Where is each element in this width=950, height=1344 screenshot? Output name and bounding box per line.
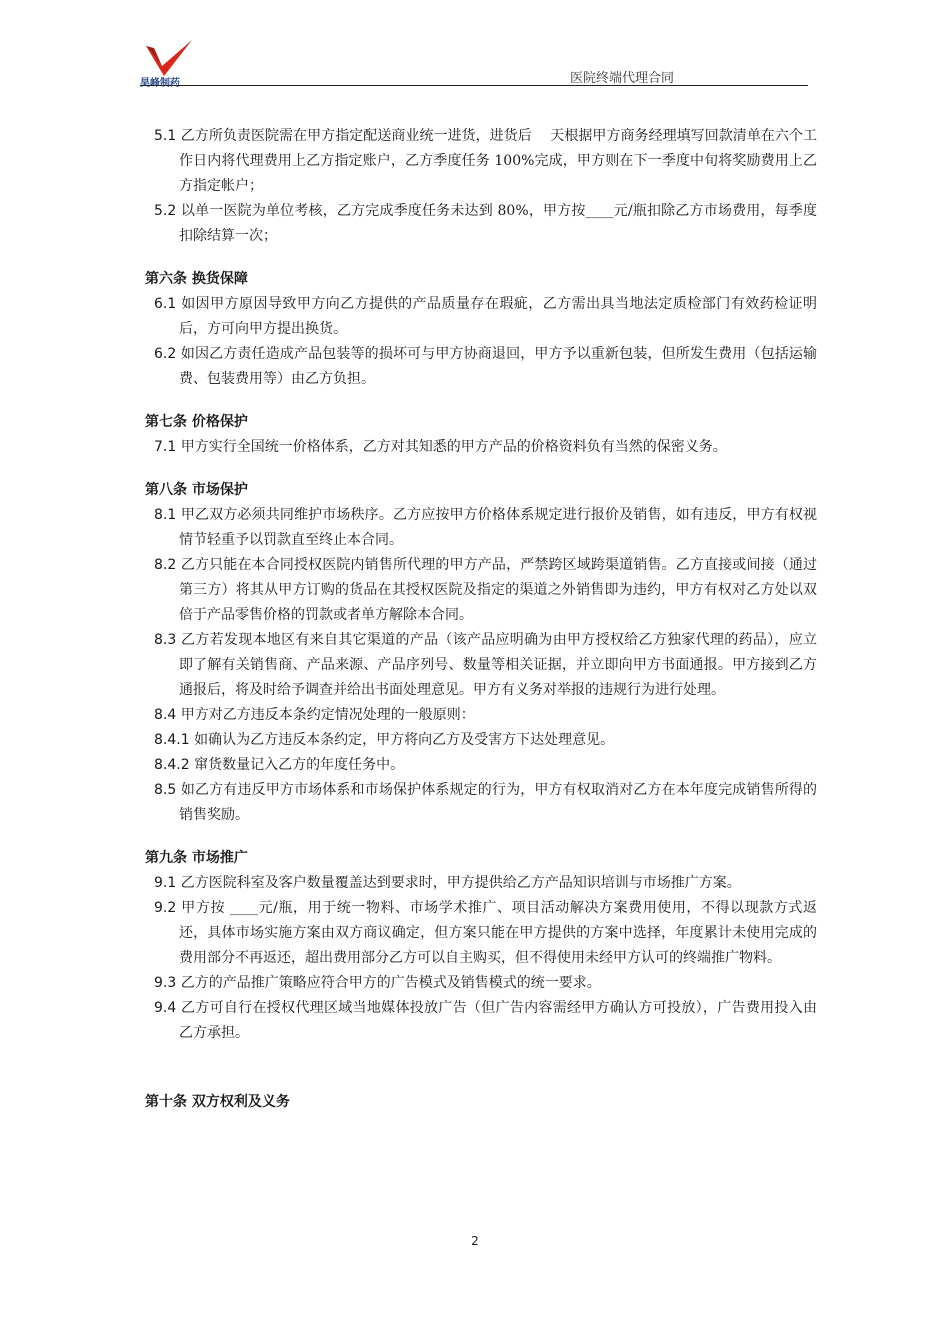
header-divider bbox=[140, 85, 808, 86]
clause-9-2: 9.2 甲方按 ____元/瓶，用于统一物料、市场学术推广、项目活动解决方案费用使用，不得以现款方式返还，具体市场实施方案由双方商议确定，但方案只能在甲方提供的方案中选择，年度累计未使用完成的费用部分不再返还，超出费用部分乙方可以自主购买，但不得使用未经甲方认可的终端推广物料。 bbox=[154, 900, 818, 966]
logo-text: 昊峰制药 bbox=[140, 78, 180, 89]
clause-9-4: 9.4 乙方可自行在授权代理区域当地媒体投放广告（但广告内容需经甲方确认方可投放），广告费用投入由乙方承担。 bbox=[154, 1000, 817, 1041]
section-9 bbox=[145, 846, 817, 1046]
clause-8-3: 8.3 乙方若发现本地区有来自其它渠道的产品（该产品应明确为由甲方授权给乙方独家代理的药品），应立即了解有关销售商、产品来源、产品序列号、数量等相关证据，并立即向甲方书面通报。甲方接到乙方通报后，将及时给予调查并给出书面处理意见。甲方有义务对举报的违规行为进行处理。 bbox=[154, 632, 817, 698]
clause-6-2: 6.2 如因乙方责任造成产品包装等的损坏可与甲方协商退回，甲方予以重新包装，但所发生费用（包括运输费、包装费用等）由乙方负担。 bbox=[154, 346, 817, 387]
section-heading: 第七条 价格保护 bbox=[145, 414, 248, 430]
clause-9-3: 9.3 乙方的产品推广策略应符合甲方的广告模式及销售模式的统一要求。 bbox=[154, 975, 601, 991]
clause-8-1: 8.1 甲乙双方必须共同维护市场秩序。乙方应按甲方价格体系规定进行报价及销售，如有违反，甲方有权视情节轻重予以罚款直至终止本合同。 bbox=[154, 507, 817, 548]
section-heading: 第八条 市场保护 bbox=[145, 482, 248, 498]
clause-8-4: 8.4 甲方对乙方违反本条约定情况处理的一般原则： bbox=[154, 707, 475, 723]
clause-8-4-2: 8.4.2 窜货数量记入乙方的年度任务中。 bbox=[154, 757, 405, 773]
clause-5-2: 5.2 以单一医院为单位考核，乙方完成季度任务未达到 80%，甲方按____元/瓶扣除乙方市场费用，每季度扣除结算一次； bbox=[154, 203, 817, 244]
clause-8-5: 8.5 如乙方有违反甲方市场体系和市场保护体系规定的行为，甲方有权取消对乙方在本年度完成销售所得的销售奖励。 bbox=[154, 782, 817, 823]
section-heading: 第十条 双方权利及义务 bbox=[145, 1094, 290, 1110]
page-number: 2 bbox=[471, 1234, 479, 1248]
clause-9-1: 9.1 乙方医院科室及客户数量覆盖达到要求时，甲方提供给乙方产品知识培训与市场推广方案。 bbox=[154, 875, 741, 891]
clause-5-1: 5.1 乙方所负责医院需在甲方指定配送商业统一进货，进货后 天根据甲方商务经理填写回款清单在六个工作日内将代理费用上乙方指定账户，乙方季度任务 100%完成，甲方则在下一季度中旬将奖励费用上乙方指定帐户； bbox=[154, 128, 818, 194]
clause-8-2: 8.2 乙方只能在本合同授权医院内销售所代理的甲方产品，严禁跨区域跨渠道销售。乙方直接或间接（通过第三方）将其从甲方订购的货品在其授权医院及指定的渠道之外销售即为违约，甲方有权对乙方处以双倍于产品零售价格的罚款或者单方解除本合同。 bbox=[154, 557, 817, 623]
clause-6-1: 6.1 如因甲方原因导致甲方向乙方提供的产品质量存在瑕疵，乙方需出具当地法定质检部门有效药检证明后，方可向甲方提出换货。 bbox=[154, 296, 818, 337]
page-header bbox=[140, 36, 808, 89]
section-heading: 第九条 市场推广 bbox=[145, 850, 248, 866]
section-10 bbox=[145, 1090, 817, 1115]
clause-8-4-1: 8.4.1 如确认为乙方违反本条约定，甲方将向乙方及受害方下达处理意见。 bbox=[154, 732, 615, 748]
section-8 bbox=[145, 478, 817, 828]
section-heading: 第六条 换货保障 bbox=[145, 271, 248, 287]
document-body bbox=[145, 124, 817, 1133]
section-6 bbox=[145, 267, 817, 392]
section-7 bbox=[145, 410, 817, 460]
document-title: 医院终端代理合同 bbox=[569, 71, 674, 86]
clause-7-1: 7.1 甲方实行全国统一价格体系，乙方对其知悉的甲方产品的价格资料负有当然的保密义务。 bbox=[154, 439, 727, 455]
section-5-continued bbox=[145, 124, 817, 249]
